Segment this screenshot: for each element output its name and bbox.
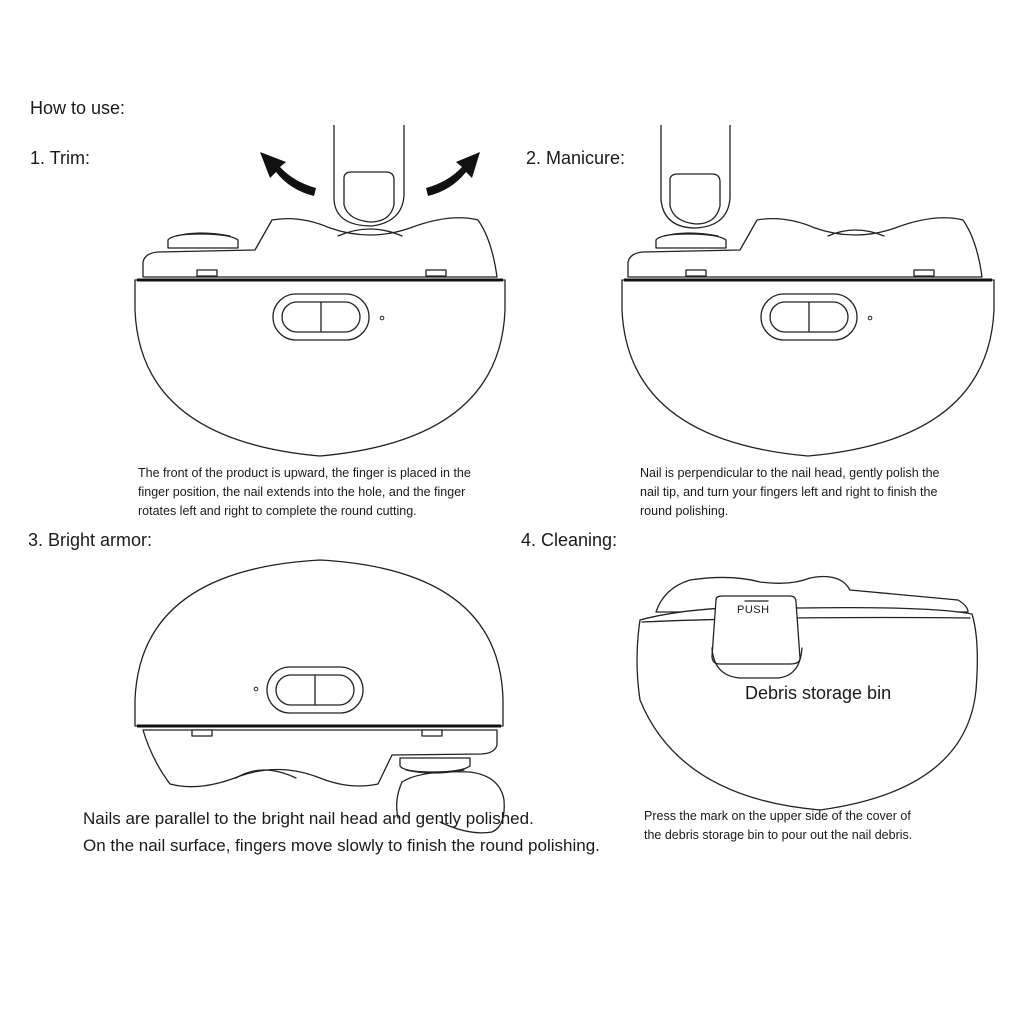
caption-line: Nail is perpendicular to the nail head, gently polish the <box>640 466 940 480</box>
step3-caption <box>83 805 643 859</box>
debris-bin-label: Debris storage bin <box>745 683 892 703</box>
caption-line: round polishing. <box>640 504 729 518</box>
step3-heading: 3. Bright armor: <box>28 530 153 550</box>
step2-heading: 2. Manicure: <box>526 148 626 168</box>
caption-line: Press the mark on the upper side of the cover of <box>644 809 911 823</box>
caption-line: Nails are parallel to the bright nail head and gently polished. <box>83 809 534 828</box>
bright-armor-illustration <box>135 560 504 833</box>
caption-line: rotates left and right to complete the round cutting. <box>138 504 417 518</box>
step4-heading: 4. Cleaning: <box>521 530 618 550</box>
step2-caption <box>640 464 1010 521</box>
caption-line: On the nail surface, fingers move slowly to finish the round polishing. <box>83 836 600 855</box>
caption-line: the debris storage bin to pour out the nail debris. <box>644 828 913 842</box>
step1-caption <box>138 464 518 521</box>
caption-line: The front of the product is upward, the finger is placed in the <box>138 466 471 480</box>
push-mark-label: PUSH <box>737 604 770 616</box>
manicure-illustration <box>622 125 994 456</box>
caption-line: nail tip, and turn your fingers left and right to finish the <box>640 485 938 499</box>
step1-heading: 1. Trim: <box>30 148 91 168</box>
trim-illustration <box>135 125 505 456</box>
caption-line: finger position, the nail extends into the hole, and the finger <box>138 485 466 499</box>
step4-caption <box>644 807 1004 845</box>
page-title: How to use: <box>30 98 126 118</box>
